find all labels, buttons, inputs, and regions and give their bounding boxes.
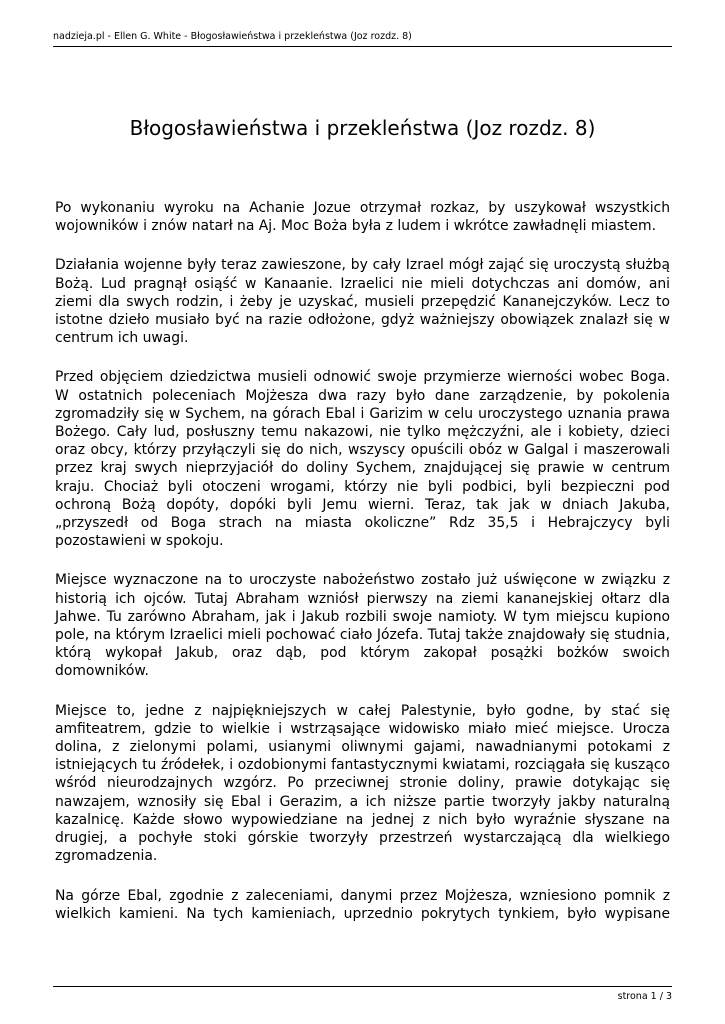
paragraph: Po wykonaniu wyroku na Achanie Jozue otrzymał rozkaz, by uszykował wszystkich wojowników i znów natarł na Aj. Moc Boża była z ludem i wkrótce zawładnęli miastem. bbox=[55, 200, 670, 235]
footer-divider bbox=[53, 986, 672, 987]
paragraph: Działania wojenne były teraz zawieszone, by cały Izrael mógł zająć się uroczystą służbą Bożą. Lud pragnął osiąść w Kanaanie. Izraelici nie mieli dotychczas ani domów, ani ziemi dla swych rodzin, i żeby je uzyskać, musieli przepędzić Kananejczyków. Lecz to istotne dzieło musiało być na razie odłożone, gdyż ważniejszy obowiązek znalazł się w centrum ich uwagi. bbox=[55, 257, 670, 347]
page-number: strona 1 / 3 bbox=[617, 991, 672, 1002]
header-divider bbox=[53, 46, 672, 47]
paragraph: Miejsce to, jedne z najpiękniejszych w całej Palestynie, było godne, by stać się amfiteatrem, gdzie to wielkie i wstrząsające widowisko miało mieć miejsce. Urocza dolina, z zielonymi polami, usianymi oliwnymi gajami, nawadnianymi potokami z istniejących tu źródełek, i ozdobionymi fantastycznymi kwiatami, rozciągała się kusząco wśród nieurodzajnych wzgórz. Po przeciwnej stronie doliny, prawie dotykając się nawzajem, wznosiły się Ebal i Gerazim, a ich niższe partie tworzyły jakby naturalną kazalnicę. Każde słowo wypowiedziane na jednej z nich było wyraźnie słyszane na drugiej, a pochyłe stoki górskie tworzyły przestrzeń wystarczającą dla wielkiego zgromadzenia. bbox=[55, 702, 670, 865]
running-header: nadzieja.pl - Ellen G. White - Błogosławieństwa i przekleństwa (Joz rozdz. 8) bbox=[53, 31, 412, 42]
paragraph: Miejsce wyznaczone na to uroczyste nabożeństwo zostało już uświęcone w związku z historią ich ojców. Tutaj Abraham wzniósł pierwszy na ziemi kananejskiej ołtarz dla Jahwe. Tu zarówno Abraham, jak i Jakub rozbili swoje namioty. W tym miejscu kupiono pole, na którym Izraelici mieli pochować ciało Józefa. Tutaj także znajdowały się studnia, którą wykopał Jakub, oraz dąb, pod którym zakopał posążki bożków swoich domowników. bbox=[55, 572, 670, 680]
document-title: Błogosławieństwa i przekleństwa (Joz rozdz. 8) bbox=[129, 116, 596, 140]
paragraph: Na górze Ebal, zgodnie z zaleceniami, danymi przez Mojżesza, wzniesiono pomnik z wielkich kamieni. Na tych kamieniach, uprzednio pokrytych tynkiem, było wypisane bbox=[55, 887, 670, 922]
paragraph: Przed objęciem dziedzictwa musieli odnowić swoje przymierze wierności wobec Boga. W ostatnich poleceniach Mojżesza dwa razy było dane zarządzenie, by pokolenia zgromadziły się w Sychem, na górach Ebal i Garizim w celu uroczystego uznania prawa Bożego. Cały lud, posłuszny temu nakazowi, nie tylko mężczyźni, ale i kobiety, dzieci oraz obcy, którzy przyłączyli się do nich, wszyscy opuścili obóz w Galgal i maszerowali przez kraj swych nieprzyjaciół do doliny Sychem, znajdującej się prawie w centrum kraju. Chociaż byli otoczeni wrogami, którzy nie byli podbici, byli bezpieczni pod ochroną Bożą dopóty, dopóki byli Jemu wierni. Teraz, tak jak w dniach Jakuba, „przyszedł od Boga strach na miasta okoliczne” Rdz 35,5 i Hebrajczycy byli pozostawieni w spokoju. bbox=[55, 369, 670, 550]
document-body bbox=[55, 199, 670, 944]
